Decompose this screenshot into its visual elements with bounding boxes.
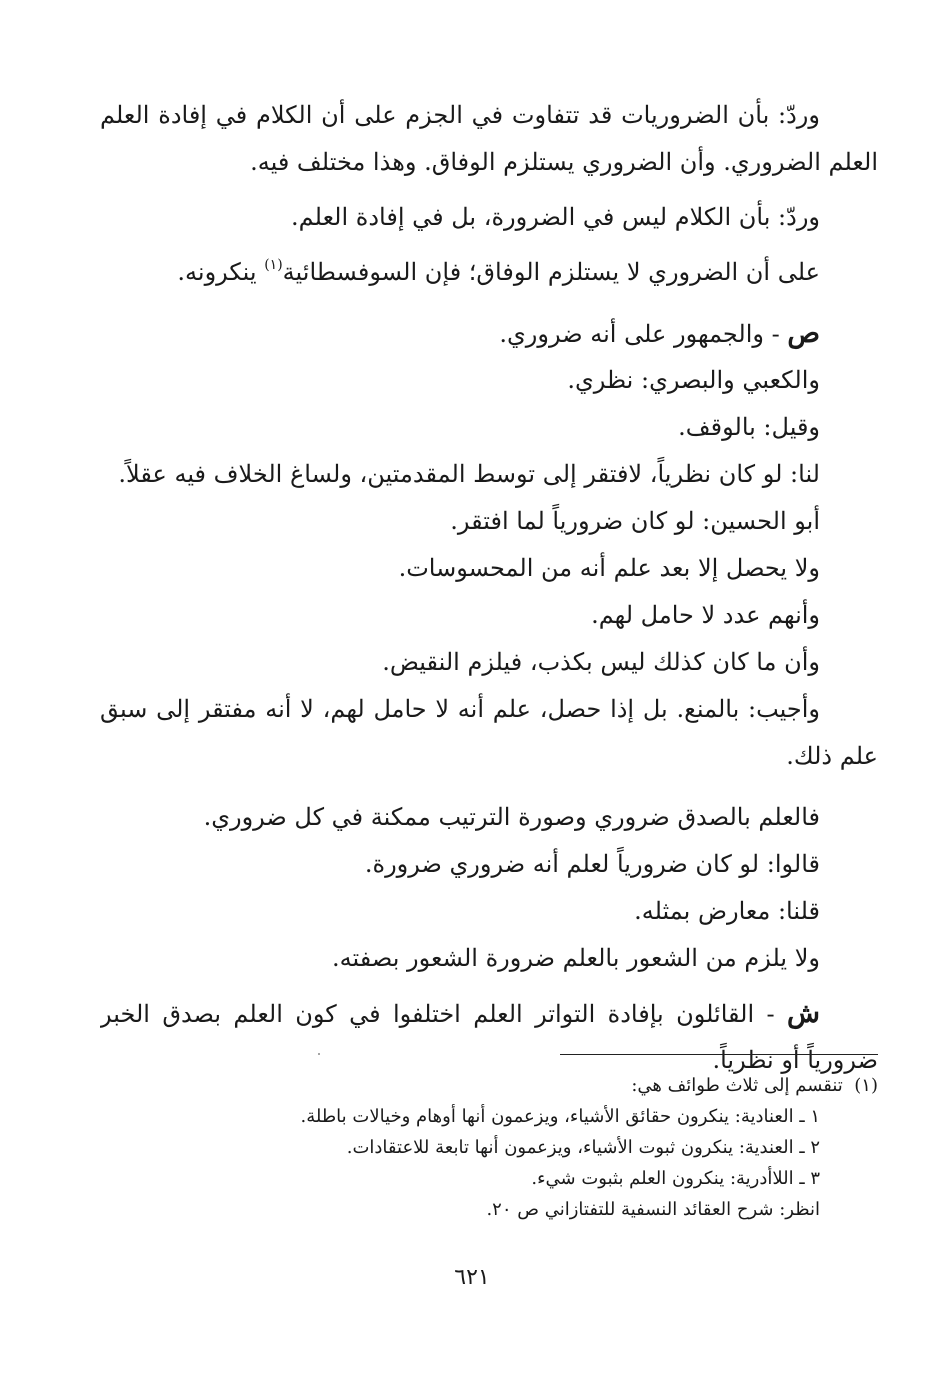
text-line: وردّ: بأن الكلام ليس في الضرورة، بل في إفادة العلم. [291, 203, 820, 231]
text-line: العلم الضروري. وأن الضروري يستلزم الوفاق. وهذا مختلف فيه. [250, 148, 878, 176]
text-line: قالوا: لو كان ضرورياً لعلم أنه ضروري ضرورة. [364, 850, 820, 878]
footnote-separator [560, 1054, 878, 1055]
text-line: قلنا: معارض بمثله. [634, 897, 820, 925]
text-line [100, 990, 878, 1037]
text-line: والكعبي والبصري: نظري. [567, 366, 820, 394]
main-text [100, 92, 878, 1084]
scan-speck [318, 1053, 320, 1055]
text-line: ولا يلزم من الشعور بالعلم ضرورة الشعور بصفته. [332, 944, 820, 972]
text-line: وأجيب: بالمنع. بل إذا حصل، علم أنه لا حامل لهم، لا أنه مفتقر إلى سبق [100, 695, 820, 723]
text-line: لنا: لو كان نظرياً، لافتقر إلى توسط المقدمتين، ولساغ الخلاف فيه عقلاً. [118, 460, 820, 488]
footnote-reference-line: انظر: شرح العقائد النسفية للتفتازاني ص ٢٠. [486, 1199, 820, 1220]
text-fragment: - والجمهور على أنه ضروري. [499, 320, 788, 348]
section-marker: ش [787, 998, 820, 1029]
footnote-intro [100, 1070, 878, 1101]
text-line: وأنهم عدد لا حامل لهم. [591, 601, 820, 629]
text-line: وقيل: بالوقف. [678, 413, 820, 441]
footnote-marker: (١) [854, 1075, 878, 1096]
page-number: ٦٢١ [454, 1265, 490, 1290]
text-line: علم ذلك. [786, 742, 878, 770]
footnote-item: ١ ـ العنادية: ينكرون حقائق الأشياء، ويزعمون أنها أوهام وخيالات باطلة. [300, 1106, 820, 1127]
text-fragment: - القائلون بإفادة التواتر العلم اختلفوا في كون العلم بصدق الخبر [100, 1000, 775, 1028]
text-line [100, 249, 878, 296]
footnotes [100, 1070, 878, 1225]
text-line [100, 310, 878, 357]
text-line: وأن ما كان كذلك ليس بكذب، فيلزم النقيض. [382, 648, 820, 676]
text-line: أبو الحسين: لو كان ضرورياً لما افتقر. [450, 507, 820, 535]
text-line: فالعلم بالصدق ضروري وصورة الترتيب ممكنة في كل ضروري. [203, 803, 820, 831]
section-marker: ص [787, 318, 820, 349]
footnote-item: ٢ ـ العندية: ينكرون ثبوت الأشياء، ويزعمون أنها تابعة للاعتقادات. [346, 1137, 820, 1158]
footnote-reference: (١) [264, 257, 283, 273]
text-fragment: على أن الضروري لا يستلزم الوفاق؛ فإن السوفسطائية [282, 258, 820, 286]
text-fragment: ينكرونه. [177, 258, 265, 286]
footnote-item: ٣ ـ اللاأدرية: ينكرون العلم بثبوت شيء. [531, 1168, 820, 1189]
footnote-text: تنقسم إلى ثلاث طوائف هي: [631, 1075, 843, 1096]
text-line: ولا يحصل إلا بعد علم أنه من المحسوسات. [398, 554, 820, 582]
text-line: وردّ: بأن الضروريات قد تتفاوت في الجزم على أن الكلام في إفادة العلم [100, 101, 820, 129]
text-line: ضرورياً أو نظرياً. [712, 1046, 878, 1074]
